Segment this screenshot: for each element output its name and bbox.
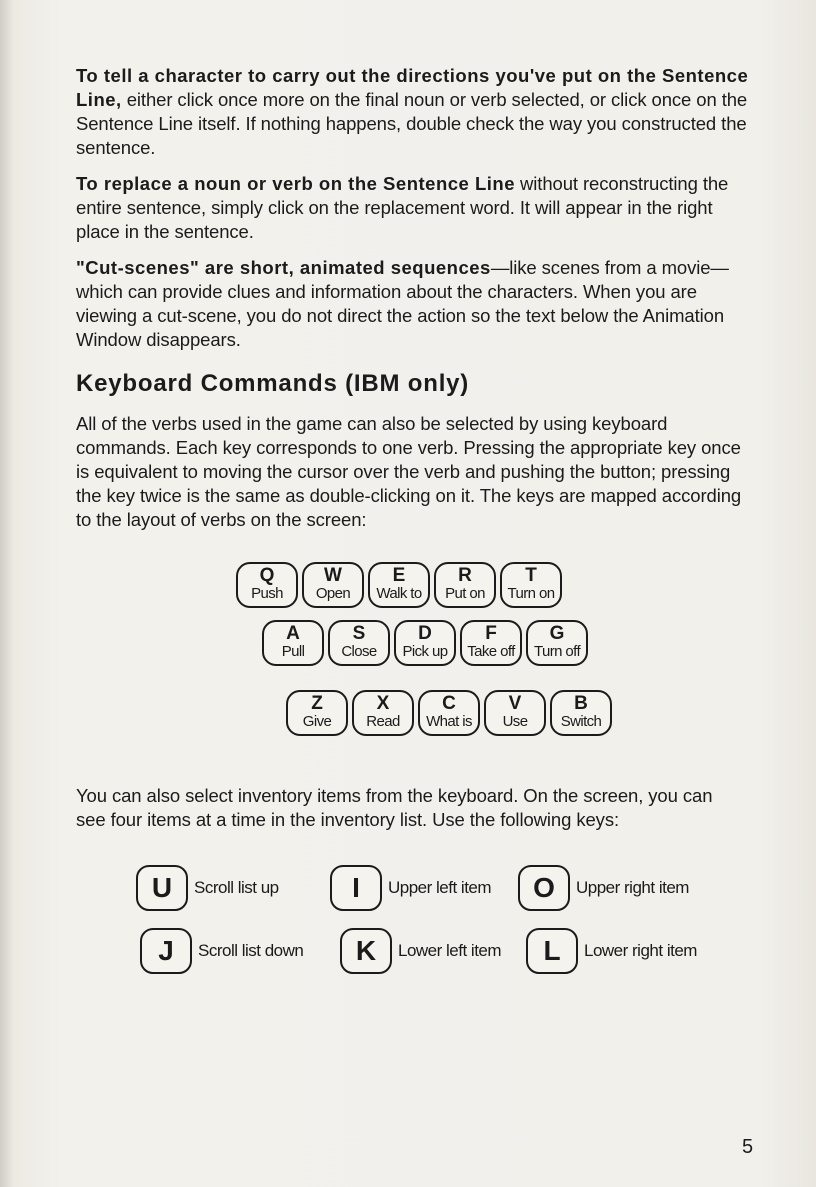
key-verb-label: Close	[341, 643, 377, 660]
key-verb-label: Use	[502, 713, 528, 730]
key-v	[484, 690, 546, 736]
section-body: All of the verbs used in the game can also be selected by using keyboard commands. Each key corresponds to one verb. Pressing the appropriate key once is equivalent to moving the cursor over the verb and pushing the button; pressing the key twice is the same as double-clicking on it. The keys are mapped according to the layout of verbs on the screen:	[76, 413, 742, 530]
paragraph-cut-scenes	[76, 256, 756, 352]
key-letter: X	[376, 693, 390, 714]
key-verb-label: Push	[251, 585, 283, 602]
key-letter: D	[418, 623, 432, 644]
key-j: J	[140, 928, 192, 974]
key-letter: Z	[311, 693, 323, 714]
inventory-key-label: Lower left item	[398, 941, 502, 960]
key-letter: V	[508, 693, 522, 714]
inventory-key-label: Upper right item	[576, 878, 689, 897]
key-f	[460, 620, 522, 666]
key-verb-label: Pull	[281, 643, 305, 660]
page-content	[76, 64, 756, 544]
key-letter: Q	[259, 565, 275, 586]
key-d	[394, 620, 456, 666]
page-number: 5	[742, 1136, 754, 1158]
key-x	[352, 690, 414, 736]
key-verb-label: Turn off	[533, 643, 581, 660]
key-s	[328, 620, 390, 666]
key-verb-label: Pick up	[402, 643, 448, 660]
inventory-key-label: Upper left item	[388, 878, 492, 897]
key-l: L	[526, 928, 578, 974]
inventory-key-label: Scroll list down	[198, 941, 304, 960]
inventory-key-label: Scroll list up	[194, 878, 279, 897]
key-u: U	[136, 865, 188, 911]
key-verb-label: Take off	[467, 643, 515, 660]
key-z	[286, 690, 348, 736]
key-e	[368, 562, 430, 608]
key-letter: W	[324, 565, 342, 586]
key-letter: A	[286, 623, 300, 644]
key-verb-label: Switch	[560, 713, 602, 730]
key-g	[526, 620, 588, 666]
key-verb-label: What is	[426, 713, 472, 730]
key-i: I	[330, 865, 382, 911]
key-verb-label: Put on	[445, 585, 485, 602]
key-letter: T	[525, 565, 537, 586]
paragraph-text: either click once more on the final noun or verb selected, or click once on the Sentence Line itself. If nothing happens, double check the way you constructed the sentence.	[76, 89, 748, 158]
key-verb-label: Turn on	[507, 585, 555, 602]
key-verb-label: Give	[302, 713, 332, 730]
key-letter: G	[549, 623, 565, 644]
key-t	[500, 562, 562, 608]
paragraph-text: without reconstructing the entire sentence, simply click on the replacement word. It will appear in the right place in the sentence.	[76, 173, 729, 242]
inventory-intro: You can also select inventory items from the keyboard. On the screen, you can see four items at a time in the inventory list. Use the following keys:	[76, 785, 713, 830]
key-k: K	[340, 928, 392, 974]
key-letter: R	[458, 565, 472, 586]
key-letter: B	[574, 693, 588, 714]
section-title: Keyboard Commands (IBM only)	[76, 370, 470, 397]
paragraph-replace	[76, 172, 756, 244]
inventory-key-label: Lower right item	[584, 941, 697, 960]
key-q	[236, 562, 298, 608]
key-verb-label: Open	[315, 585, 351, 602]
key-c	[418, 690, 480, 736]
key-letter: S	[352, 623, 366, 644]
key-w	[302, 562, 364, 608]
key-verb-label: Read	[366, 713, 400, 730]
key-r	[434, 562, 496, 608]
key-b	[550, 690, 612, 736]
key-letter: E	[392, 565, 406, 586]
key-o: O	[518, 865, 570, 911]
key-verb-label: Walk to	[376, 585, 422, 602]
paragraph-lead: To replace a noun or verb on the Sentence Line	[76, 173, 515, 194]
key-a	[262, 620, 324, 666]
key-letter: C	[442, 693, 456, 714]
paragraph-text: —like scenes from a movie—which can provide clues and information about the characters. When you are viewing a cut-scene, you do not direct the action so the text below the Animation Window disappears.	[76, 257, 729, 350]
key-letter: F	[485, 623, 497, 644]
paragraph-lead: To tell a character to carry out the directions you've put on the Sentence Line,	[76, 65, 749, 110]
paragraph-lead: "Cut-scenes" are short, animated sequences	[76, 257, 491, 278]
paragraph-sentence-line	[76, 64, 756, 160]
